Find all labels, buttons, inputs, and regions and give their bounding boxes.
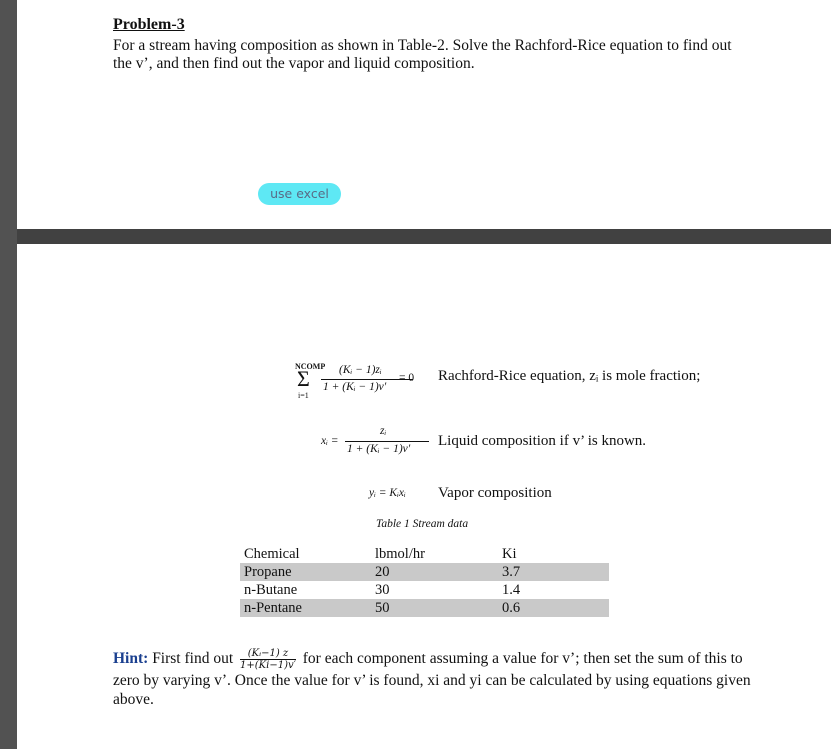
hint-fraction [240, 648, 296, 671]
hint-text-after: for each component assuming a value for v’; then set the sum of this to zero by varying v’. Once the value for v’ is found, xi and yi can be calculated by using equations given above. [113, 650, 751, 708]
cell-flow: 30 [375, 582, 390, 598]
table-row [240, 581, 609, 599]
cell-chemical: Propane [240, 563, 371, 581]
vapor-description: Vapor composition [438, 485, 552, 501]
header-chemical: Chemical [244, 546, 300, 562]
hint-text-before: First find out [152, 650, 234, 668]
problem-title: Problem-3 [113, 16, 185, 33]
rr-description: Rachford-Rice equation, zᵢ is mole fraction; [438, 368, 701, 384]
cell-flow: 20 [371, 563, 498, 581]
cell-ki: 3.7 [498, 563, 609, 581]
rr-rhs: = 0 [399, 372, 415, 384]
table-header-row [240, 545, 609, 563]
cell-chemical: n-Pentane [240, 599, 371, 617]
page-1 [17, 0, 831, 229]
cell-ki: 0.6 [498, 599, 609, 617]
hint-label: Hint: [113, 650, 149, 668]
hint-paragraph [113, 648, 753, 709]
stream-data-table [240, 545, 609, 617]
problem-statement: For a stream having composition as shown in Table-2. Solve the Rachford-Rice equation to find out the v’, and then find out the vapor and liquid composition. [113, 37, 732, 72]
header-ki: Ki [502, 546, 517, 562]
rr-denominator: 1 + (Kᵢ − 1)v′ [323, 381, 387, 393]
table-row [240, 599, 609, 617]
liquid-denominator: 1 + (Kᵢ − 1)v′ [347, 443, 411, 455]
liquid-description: Liquid composition if v’ is known. [438, 433, 647, 449]
rr-numerator: (Kᵢ − 1)zᵢ [339, 364, 382, 376]
table-caption: Table 1 Stream data [376, 518, 469, 530]
liquid-fraction-bar [345, 441, 429, 442]
sum-lower-limit: i=1 [298, 391, 309, 400]
sum-upper-limit: NCOMP [295, 362, 326, 371]
table-row [240, 563, 609, 581]
hint-fraction-numerator: (Kᵢ−1) z [240, 648, 296, 660]
cell-ki: 1.4 [502, 582, 521, 598]
cell-chemical: n-Butane [244, 582, 298, 598]
liquid-numerator: zᵢ [380, 425, 387, 437]
header-flow: lbmol/hr [375, 546, 425, 562]
vapor-expression: yᵢ = Kᵢxᵢ [369, 487, 406, 499]
liquid-lhs: xᵢ = [321, 435, 339, 447]
use-excel-annotation: use excel [258, 183, 341, 205]
page-gap [17, 229, 831, 244]
sum-symbol: Σ [297, 366, 310, 391]
page-2 [17, 244, 831, 749]
cell-flow: 50 [371, 599, 498, 617]
hint-fraction-denominator: 1+(Ki−1)v′ [240, 660, 296, 671]
